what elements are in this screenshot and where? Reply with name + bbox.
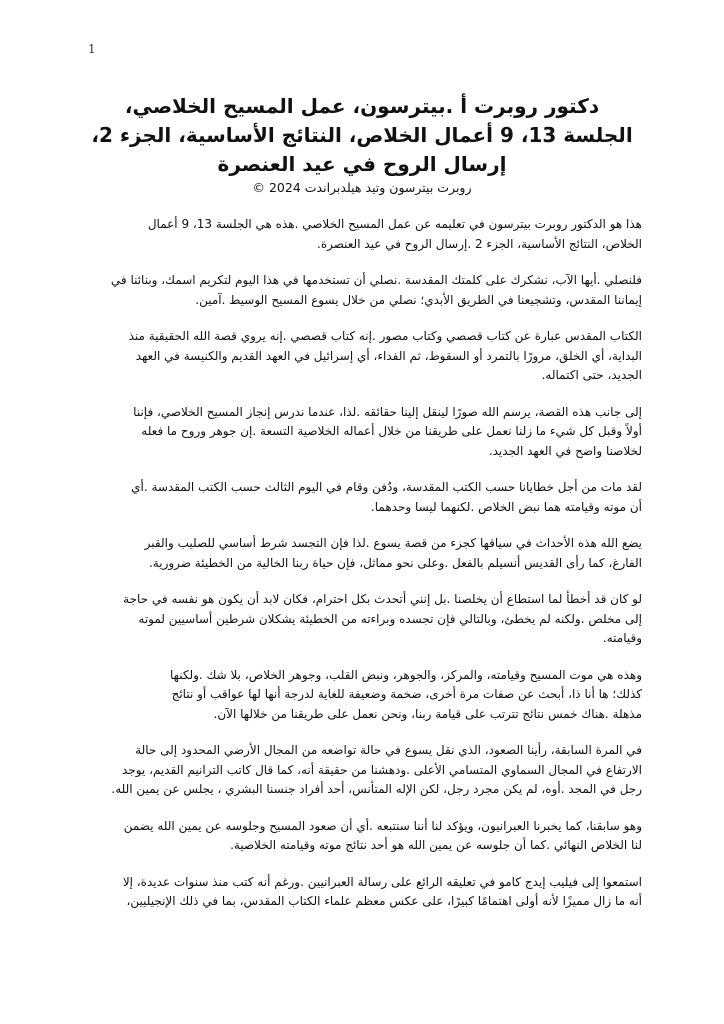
paragraph-intro [86,215,642,254]
paragraph-line: الكتاب المقدس عبارة عن كتاب قصصي وكتاب مصور .إنه كتاب قصصي .إنه يروي قصة الله الحقيقية منذ [128,329,642,343]
paragraph-line: مذهلة .هناك خمس نتائج تترتب على قيامة ربنا، ونحن نعمل على طريقنا من خلالها الآن. [213,706,642,721]
paragraph-line: إلى جانب هذه القصة، يرسم الله صورًا لينقل إلينا حقائقه .لذا، عندما ندرس إنجاز المسيح الخلاصي، فإننا [133,404,642,419]
paragraph-line: في المرة السابقة، رأينا الصعود، الذي نقل يسوع في حالة تواضعه من المجال الأرضي المحدود إلى حالة [135,743,642,757]
paragraph-hughes [86,873,642,912]
paragraph-line: استمعوا إلى فيليب إيدج كامو في تعليقه الرائع على رسالة العبرانيين .ورغم أنه كتب منذ سنوات عديدة، إلا [122,874,642,889]
paragraph-line: وهذه هي موت المسيح وقيامته، والمركز، والجوهر، ونبض القلب، وجوهر الخلاص، بلا شك .ولكنها [170,667,642,682]
paragraph-line: وهو سابقنا، كما يخبرنا العبرانيون، ويؤكد لنا أننا سنتبعه .أي أن صعود المسيح وجلوسه عن يمين الله يضمن [123,818,642,833]
paragraph-incarnation [86,534,642,573]
paragraph-line: لخلاصنا واضح في العهد الجديد. [488,443,642,458]
paragraph-line: لو كان قد أخطأ لما استطاع أن يخلصنا .بل إنني أتحدث بكل احترام، فكان لابد أن يكون هو نفسه في حاجة [123,592,642,606]
paragraph-storybook [86,327,642,386]
paragraph-line: وقيامته. [602,631,642,645]
title-line-1: دكتور روبرت أ .بيترسون، عمل المسيح الخلاصي، [124,94,600,118]
paragraph-death-resurrection [86,478,642,517]
document-header [80,92,644,197]
paragraph-line: الجديد، حتى اكتماله. [541,368,642,382]
document-body [86,215,642,929]
paragraph-line: البداية، أي الخلق، مرورًا بالتمرد أو السقوط، ثم الفداء، أي إسرائيل في العهد القديم والكنيسة في العهد [135,348,642,363]
paragraph-line: إيماننا المقدس، وتشجيعنا في الطريق الأبدي؛ نصلي من خلال يسوع المسيح الوسيط .آمين. [195,292,642,307]
paragraph-line: الخلاص، النتائج الأساسية، الجزء 2 .إرسال الروح في عيد العنصرة. [317,236,642,251]
paragraph-line: الارتفاع في المجال السماوي المتسامي الأعلى .ودهشنا من حقيقة أنه، كما قال كاتب الترانيم القديم، يوجد [122,762,642,777]
page-number: 1 [88,42,96,56]
title-line-3: إرسال الروح في عيد العنصرة [217,152,507,176]
paragraph-line: رجل في المجد .أوه، لم يكن مجرد رجل، لكن الإله المتأنس، أحد أفراد جنسنا البشري ، يجلس عن يمين الله. [111,782,642,796]
paragraph-pictures [86,403,642,462]
paragraph-line: يضع الله هذه الأحداث في سياقها كجزء من قصة يسوع .لذا فإن التجسد شرط أساسي للصليب والقبر [144,536,642,550]
paragraph-line: فلنصلي .أيها الآب، نشكرك على كلمتك المقدسة .نصلي أن تستخدمها في هذا اليوم لتكريم اسمك، وبنائنا في [110,273,642,287]
paragraph-line: أن موته وقيامته هما نبض الخلاص .لكنهما ليسا وحدهما. [370,499,642,514]
paragraph-five-results [86,666,642,725]
paragraph-line: كذلك؛ ها أنا ذا، أبحث عن صفات مرة أخرى، ضخمة وضعيفة للغاية لدرجة أنها لها عواقب أو نتائج [171,687,642,701]
paragraph-ascension [86,741,642,800]
copyright-line: روبرت بيترسون وتيد هيلدبراندت 2024 © [252,180,472,195]
paragraph-line: الفارغ، كما رأى القديس أنسيلم بالفعل .وعلى نحو مماثل، فإن حياة ربنا الخالية من الخطيئة ضرورية. [148,555,642,570]
title-line-2: الجلسة 13، 9 أعمال الخلاص، النتائج الأساسية، الجزء 2، [91,123,633,147]
paragraph-line: أولاً وقبل كل شيء ما زلنا نعمل على طريقنا من خلال أعماله الخلاصية التسعة .إن جوهر وروح ما فعله [141,424,642,438]
paragraph-line: هذا هو الدكتور روبرت بيترسون في تعليمه عن عمل المسيح الخلاصي .هذه هي الجلسة 13، 9 أعمال [147,217,642,231]
paragraph-line: لقد مات من أجل خطايانا حسب الكتب المقدسة، ودُفن وقام في اليوم الثالث حسب الكتب المقدسة .أي [131,480,642,494]
paragraph-line: إلى مخلص .ولكنه لم يخطئ، وبالتالي فإن تجسده وبراءته من الخطيئة يشكلان شرطين أساسيين لموته [138,611,642,626]
paragraph-forerunner [86,817,642,856]
paragraph-line: لنا الخلاص النهائي .كما أن جلوسه عن يمين الله هو أحد نتائج موته وقيامته الخلاصية. [230,838,642,852]
paragraph-sinlessness [86,590,642,649]
paragraph-prayer [86,271,642,310]
paragraph-line: أنه ما زال مميزًا لأنه أولى اهتمامًا كبيرًا، على عكس معظم علماء الكتاب المقدس، بما في ذلك الإنجيليين، [126,894,642,908]
